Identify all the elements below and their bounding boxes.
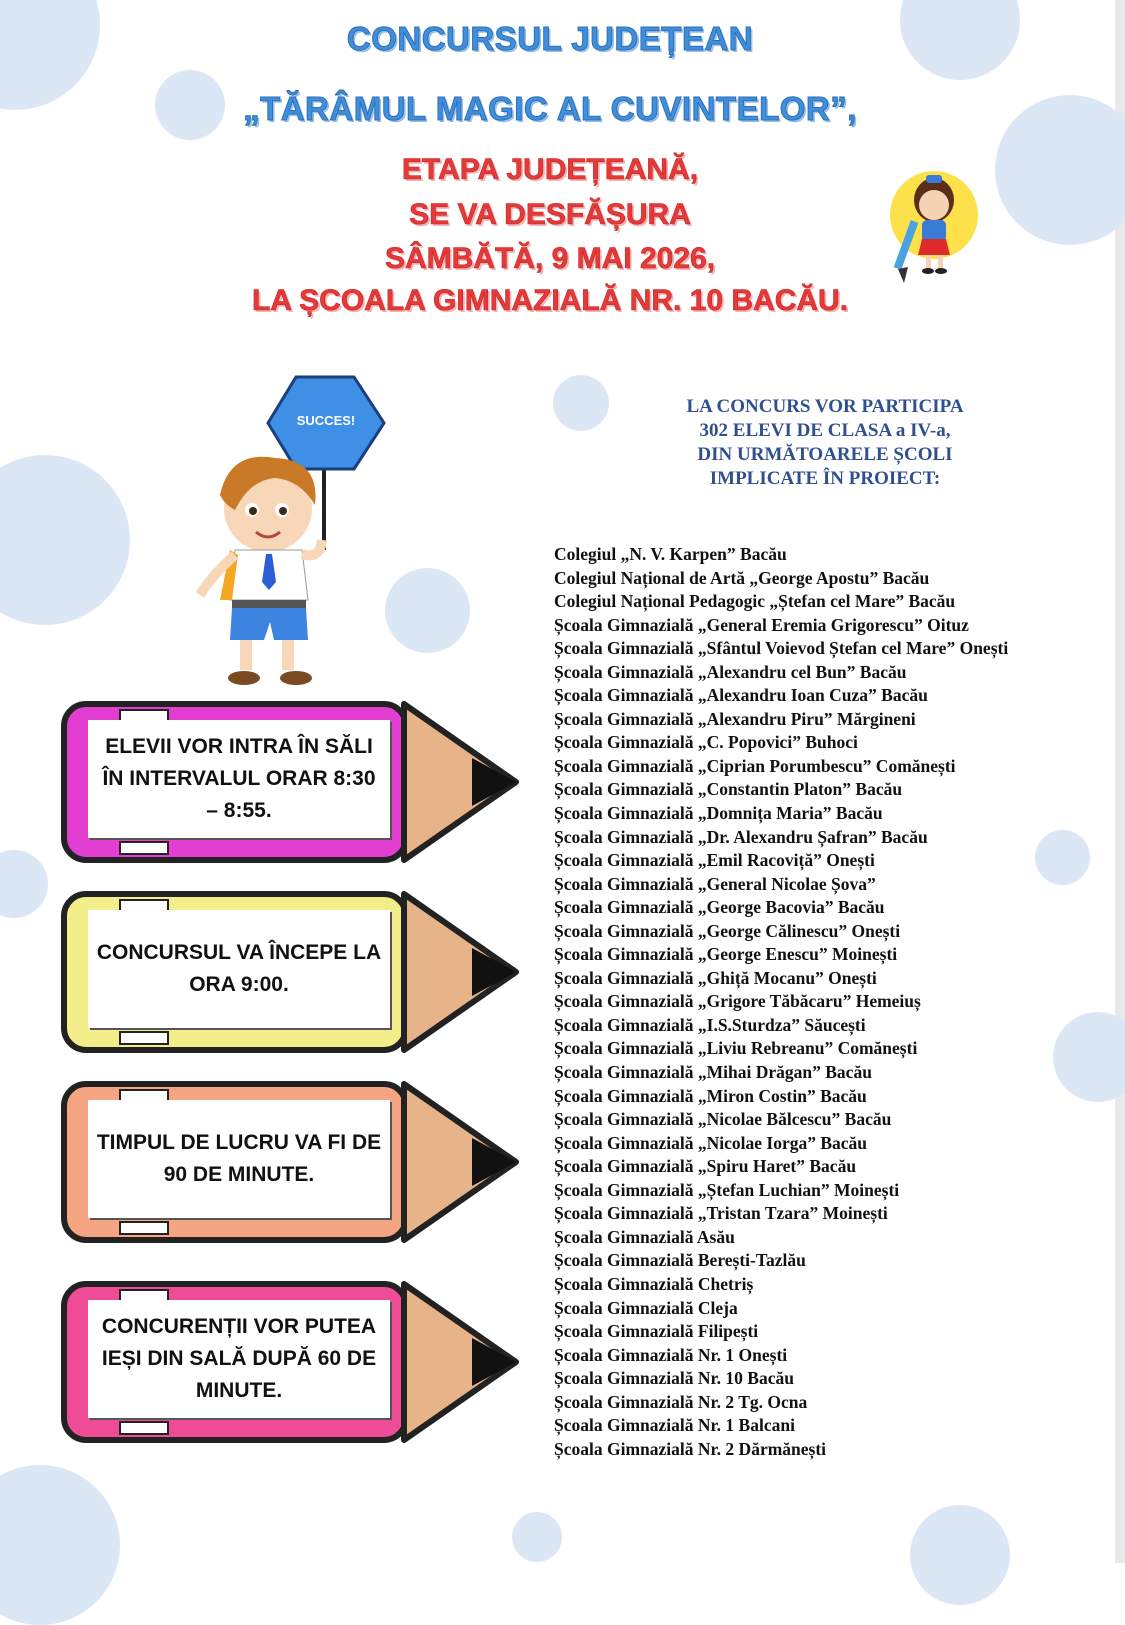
bubble-decoration: [0, 455, 130, 625]
school-list-item: Școala Gimnazială „Tristan Tzara” Moinești: [554, 1203, 888, 1224]
intro-line: 302 ELEVI DE CLASA a IV-a,: [699, 420, 951, 441]
intro-line: IMPLICATE ÎN PROIECT:: [709, 468, 941, 489]
school-list-item: Școala Gimnazială Chetriș: [554, 1273, 754, 1294]
school-list-item: Școala Gimnazială „Nicolae Bălcescu” Bacău: [554, 1109, 892, 1130]
intro-line: DIN URMĂTOARELE ȘCOLI: [697, 444, 953, 465]
pencil-note: [60, 1078, 520, 1246]
girl-pencil-illustration: [888, 165, 983, 290]
school-list-item: Școala Gimnazială „I.S.Sturdza” Săucești: [554, 1014, 866, 1035]
school-list-item: Colegiul Național Pedagogic „Ștefan cel Mare” Bacău: [554, 591, 956, 612]
stage-line: ETAPA JUDEȚEANĂ,: [401, 153, 699, 186]
school-list-item: Școala Gimnazială Asău: [554, 1226, 735, 1247]
intro-line: LA CONCURS VOR PARTICIPA: [686, 396, 964, 417]
bubble-decoration: [910, 1505, 1010, 1605]
contest-name: „TĂRÂMUL MAGIC AL CUVINTELOR”,: [243, 90, 857, 127]
school-list-item: Școala Gimnazială „Ghiță Mocanu” Onești: [554, 967, 877, 988]
participants-intro: [560, 395, 1090, 491]
bubble-decoration: [0, 850, 48, 918]
school-list-item: Școala Gimnazială „Domnița Maria” Bacău: [554, 803, 883, 824]
school-list-item: Școala Gimnazială „George Bacovia” Bacău: [554, 897, 885, 918]
bubble-decoration: [385, 568, 470, 653]
school-list-item: Școala Gimnazială „Dr. Alexandru Șafran” Bacău: [554, 826, 928, 847]
school-list-item: Școala Gimnazială „Alexandru Ioan Cuza” Bacău: [554, 685, 928, 706]
school-list-item: Școala Gimnazială „Nicolae Iorga” Bacău: [554, 1132, 868, 1153]
bubble-decoration: [0, 1465, 120, 1625]
date-line: SÂMBĂTĂ, 9 MAI 2026,: [384, 242, 716, 275]
pencil-note-text: TIMPUL DE LUCRU VA FI DE 90 DE MINUTE.: [88, 1100, 390, 1218]
bubble-decoration: [512, 1512, 562, 1562]
pencil-note-text: CONCURSUL VA ÎNCEPE LA ORA 9:00.: [88, 910, 390, 1028]
pencil-note-text: ELEVII VOR INTRA ÎN SĂLI ÎN INTERVALUL ORAR 8:30 – 8:55.: [88, 720, 390, 838]
school-list-item: Școala Gimnazială „C. Popovici” Buhoci: [554, 732, 858, 753]
event-line: SE VA DESFĂȘURA: [409, 198, 691, 231]
school-list-item: Școala Gimnazială „Ștefan Luchian” Moinești: [554, 1179, 900, 1200]
boy-student-illustration: [190, 450, 350, 700]
location-line: LA ȘCOALA GIMNAZIALĂ NR. 10 BACĂU.: [251, 284, 849, 317]
school-list-item: Școala Gimnazială „General Nicolae Șova”: [554, 873, 876, 894]
school-list-item: Școala Gimnazială „Sfântul Voievod Ștefan cel Mare” Onești: [554, 638, 1009, 659]
school-list-item: Școala Gimnazială Cleja: [554, 1297, 738, 1318]
school-list-item: Școala Gimnazială „Alexandru Piru” Mărgineni: [554, 708, 916, 729]
pencil-note: [60, 888, 520, 1056]
pencil-note: [60, 1278, 520, 1446]
school-list-item: Școala Gimnazială „Liviu Rebreanu” Comănești: [554, 1038, 918, 1059]
school-list-item: Școala Gimnazială „Emil Racoviță” Onești: [554, 850, 875, 871]
contest-title: CONCURSUL JUDEȚEAN: [346, 20, 754, 57]
school-list-item: Școala Gimnazială Nr. 10 Bacău: [554, 1368, 794, 1389]
school-list-item: Școala Gimnazială „General Eremia Grigorescu” Oituz: [554, 614, 969, 635]
school-list-item: Școala Gimnazială „Alexandru cel Bun” Bacău: [554, 661, 907, 682]
school-list-item: Colegiul „N. V. Karpen” Bacău: [554, 544, 787, 564]
school-list-item: Colegiul Național de Artă „George Apostu” Bacău: [554, 567, 930, 588]
school-list-item: Școala Gimnazială „Ciprian Porumbescu” Comănești: [554, 755, 956, 776]
school-list-item: Școala Gimnazială Filipești: [554, 1321, 759, 1342]
pencil-note-text: CONCURENȚII VOR PUTEA IEȘI DIN SALĂ DUPĂ 60 DE MINUTE.: [88, 1300, 390, 1418]
school-list-item: Școala Gimnazială Nr. 2 Tg. Ocna: [554, 1391, 808, 1412]
school-list-item: Școala Gimnazială Nr. 1 Balcani: [554, 1415, 795, 1436]
school-list: [554, 543, 1114, 1461]
school-list-item: Școala Gimnazială „Miron Costin” Bacău: [554, 1085, 867, 1106]
school-list-item: Școala Gimnazială Berești-Tazlău: [554, 1250, 806, 1271]
school-list-item: Școala Gimnazială „Grigore Tăbăcaru” Hemeiuș: [554, 991, 921, 1012]
school-list-item: Școala Gimnazială „Spiru Haret” Bacău: [554, 1156, 857, 1177]
school-list-item: Școala Gimnazială Nr. 2 Dărmănești: [554, 1438, 827, 1459]
school-list-item: Școala Gimnazială „George Enescu” Moinești: [554, 944, 898, 965]
school-list-item: Școala Gimnazială „Constantin Platon” Bacău: [554, 779, 903, 800]
pencil-note: [60, 698, 520, 866]
page-edge: [1115, 0, 1125, 1563]
school-list-item: Școala Gimnazială „George Călinescu” Onești: [554, 920, 901, 941]
school-list-item: Școala Gimnazială „Mihai Drăgan” Bacău: [554, 1062, 872, 1083]
success-sign-label: SUCCES!: [296, 413, 356, 428]
school-list-item: Școala Gimnazială Nr. 1 Onești: [554, 1344, 788, 1365]
